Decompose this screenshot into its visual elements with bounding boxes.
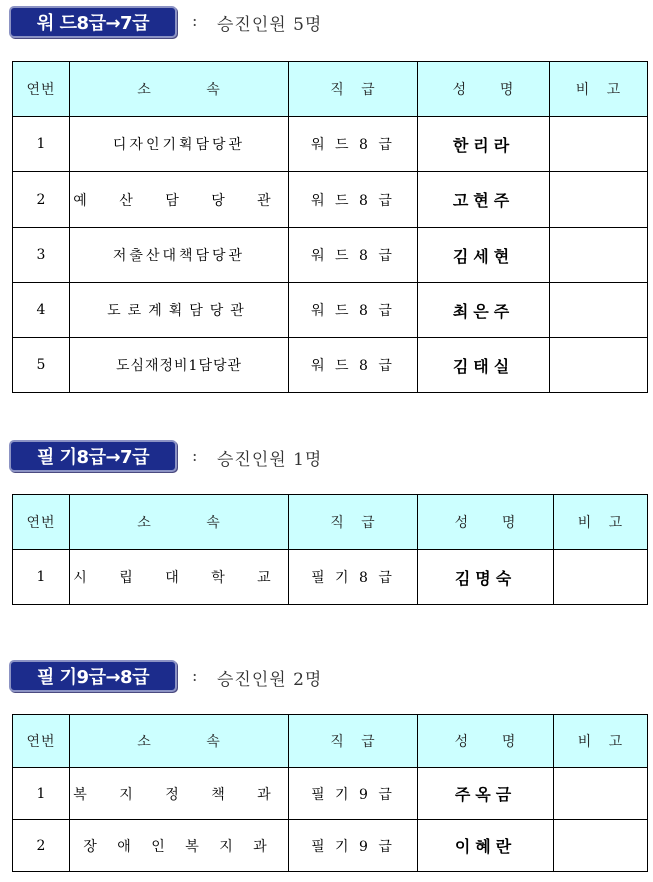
row-dept: 도로계획담당관 [70, 283, 289, 338]
table-row [13, 550, 648, 605]
row-dept: 예 산 담 당 관 [70, 172, 289, 228]
row-note [550, 338, 648, 393]
row-name: 김태실 [418, 338, 550, 393]
header-no: 연번 [13, 495, 70, 550]
promotion-summary: 승진인원 2명 [217, 670, 323, 690]
row-no: 2 [13, 820, 70, 872]
row-no: 3 [13, 228, 70, 283]
header-no: 연번 [13, 715, 70, 768]
header-note: 비 고 [554, 495, 648, 550]
row-grade: 워 드 8 급 [289, 283, 418, 338]
row-note [550, 117, 648, 172]
row-note [550, 283, 648, 338]
row-note [554, 820, 648, 872]
row-note [550, 228, 648, 283]
header-no: 연번 [13, 62, 70, 117]
table-header-row [13, 715, 648, 768]
header-note: 비 고 [554, 715, 648, 768]
table-row [13, 768, 648, 820]
promotion-table [12, 494, 648, 605]
header-grade: 직 급 [289, 715, 418, 768]
row-grade: 필 기 8 급 [289, 550, 418, 605]
row-dept: 장 애 인 복 지 과 [70, 820, 289, 872]
header-dept: 소 속 [70, 495, 289, 550]
row-note [550, 172, 648, 228]
row-dept: 복 지 정 책 과 [70, 768, 289, 820]
promotion-table [12, 714, 648, 872]
promotion-summary: 승진인원 5명 [217, 15, 323, 35]
row-no: 2 [13, 172, 70, 228]
row-name: 김명숙 [418, 550, 554, 605]
table-header-row [13, 62, 648, 117]
table-row [13, 172, 648, 228]
colon-separator: : [192, 666, 198, 685]
promotion-summary: 승진인원 1명 [217, 450, 323, 470]
section-badge: 워 드8급→7급 [9, 6, 177, 38]
row-name: 최은주 [418, 283, 550, 338]
row-grade: 필 기 9 급 [289, 768, 418, 820]
row-dept: 시 립 대 학 교 [70, 550, 289, 605]
promotion-table [12, 61, 648, 393]
row-name: 주옥금 [418, 768, 554, 820]
row-dept: 도심재정비1담당관 [70, 338, 289, 393]
header-note: 비 고 [550, 62, 648, 117]
header-grade: 직 급 [289, 495, 418, 550]
table-header-row [13, 495, 648, 550]
row-no: 1 [13, 117, 70, 172]
header-grade: 직 급 [289, 62, 418, 117]
row-name: 김세현 [418, 228, 550, 283]
row-grade: 필 기 9 급 [289, 820, 418, 872]
row-grade: 워 드 8 급 [289, 228, 418, 283]
table-row [13, 117, 648, 172]
section-badge: 필 기8급→7급 [9, 440, 177, 472]
row-no: 4 [13, 283, 70, 338]
header-dept: 소 속 [70, 715, 289, 768]
table-row [13, 283, 648, 338]
row-dept: 저출산대책담당관 [70, 228, 289, 283]
row-name: 고현주 [418, 172, 550, 228]
header-dept: 소 속 [70, 62, 289, 117]
row-grade: 워 드 8 급 [289, 117, 418, 172]
header-name: 성 명 [418, 62, 550, 117]
header-name: 성 명 [418, 495, 554, 550]
table-row [13, 820, 648, 872]
row-name: 한리라 [418, 117, 550, 172]
colon-separator: : [192, 446, 198, 465]
row-grade: 워 드 8 급 [289, 172, 418, 228]
row-no: 1 [13, 768, 70, 820]
table-row [13, 228, 648, 283]
row-grade: 워 드 8 급 [289, 338, 418, 393]
row-dept: 디자인기획담당관 [70, 117, 289, 172]
row-no: 5 [13, 338, 70, 393]
row-no: 1 [13, 550, 70, 605]
row-note [554, 550, 648, 605]
colon-separator: : [192, 11, 198, 30]
row-note [554, 768, 648, 820]
header-name: 성 명 [418, 715, 554, 768]
table-row [13, 338, 648, 393]
row-name: 이혜란 [418, 820, 554, 872]
section-badge: 필 기9급→8급 [9, 660, 177, 692]
